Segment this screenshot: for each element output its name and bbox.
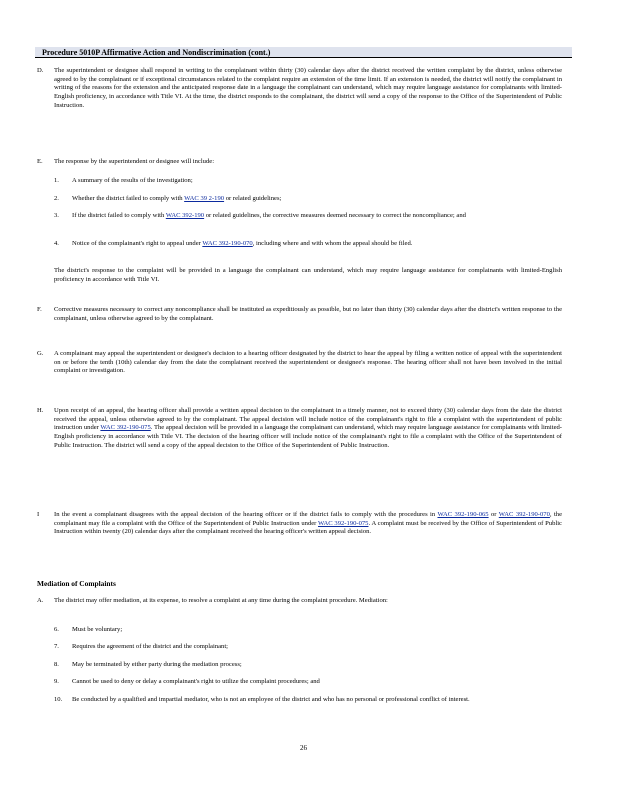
page-number: 26: [300, 744, 307, 752]
section-f-text: Corrective measures necessary to correct any noncompliance shall be instituted as expeditiously as possible, but no later than thirty (30) calendar days after the district's written response to the complainant, unless otherwise agreed to by the complainant.: [54, 306, 562, 322]
list-item: A summary of the results of the investigation;: [72, 177, 193, 184]
wac-link[interactable]: WAC 39 2-190: [184, 195, 225, 202]
item-number: 10.: [54, 696, 63, 703]
item-number: 4.: [54, 240, 59, 247]
section-label-d: D.: [37, 67, 44, 74]
wac-link[interactable]: WAC 392-190-075: [318, 519, 369, 527]
list-item: Notice of the complainant's right to appeal under WAC 392-190-070, including where and with whom the appeal should be filed.: [72, 240, 413, 247]
mediation-label-a: A.: [37, 597, 44, 604]
list-item: Requires the agreement of the district and the complainant;: [72, 643, 228, 650]
section-label-f: F.: [37, 306, 42, 313]
mediation-heading: Mediation of Complaints: [37, 579, 116, 588]
list-item: Be conducted by a qualified and impartial mediator, who is not an employee of the district and who has no personal or professional conflict of interest.: [72, 696, 470, 703]
list-item: If the district failed to comply with WAC 392-190 or related guidelines, the corrective measures deemed necessary to correct the noncompliance; and: [72, 212, 466, 219]
section-label-i: I: [37, 511, 40, 518]
section-label-g: G.: [37, 350, 44, 357]
section-e-intro: The response by the superintendent or designee will include:: [54, 158, 215, 165]
item-number: 9.: [54, 678, 59, 685]
procedure-header: Procedure 5010P Affirmative Action and Nondiscrimination (cont.): [35, 47, 572, 58]
list-item: Whether the district failed to comply with WAC 39 2-190 or related guidelines;: [72, 195, 282, 202]
section-label-e: E.: [37, 158, 43, 165]
wac-link[interactable]: WAC 392-190-075: [100, 424, 151, 432]
section-e-closing: The district's response to the complaint will be provided in a language the complainant can understand, which may require language assistance for complainants with limited-English proficiency in accordance with Title VI.: [54, 267, 562, 283]
section-i-text: In the event a complainant disagrees with the appeal decision of the hearing officer or if the district fails to comply with the procedures in WAC 392-190-065 or WAC 392-190-070, the complainant may file a complaint with the Office of the Superintendent of Public Instruction under WAC 392-190-075. A complaint must be received by the Office of Superintendent of Public Instruction within twenty (20) calendar days after the complainant received the hearing officer's written appeal decision.: [54, 511, 563, 536]
wac-link[interactable]: WAC 392-190-070: [202, 240, 253, 247]
section-h-text: Upon receipt of an appeal, the hearing officer shall provide a written appeal decision to the complainant in a timely manner, not to exceed thirty (30) calendar days from the date the district received the appeal, unless otherwise agreed to by the complainant. The appeal decision will include notice of the complainant's right to file a complaint with the superintendent of public instruction under WAC 392-190-075. The appeal decision will be provided in a language the complainant can understand, which may require language assistance for complainants with limited-English proficiency in accordance with Title VI. The decision of the hearing officer will include notice of the complainant's right to file a complaint with the Office of the Superintendent of Public Instruction. The district will send a copy of the appeal decision to the Office of the Superintendent of Public Instruction.: [54, 407, 562, 449]
section-g-text: A complainant may appeal the superintendent or designee's decision to a hearing officer designated by the district to hear the appeal by filing a written notice of appeal with the superintendent on or before the tenth (10th) calendar day from the date the complainant received the superintendent or designee's response. The hearing officer shall not have been involved in the initial complaint or investigation.: [54, 350, 562, 375]
section-d-text: The superintendent or designee shall respond in writing to the complainant within thirty (30) calendar days after the district received the written complaint by the district, unless otherwise agreed to by the complainant or if exceptional circumstances related to the complaint require an extension of the time limit. If an extension is needed, the district will notify the complainant in writing of the reasons for the extension and the anticipated response date in a language the complainant can understand, which may require language assistance for complainants with limited-English proficiency, in accordance with Title VI. At the time, the district responds to the complainant, the district will send a copy of the response to the Office of the Superintendent of Public Instruction.: [54, 67, 562, 109]
mediation-intro: The district may offer mediation, at its expense, to resolve a complaint at any time during the complaint procedure. Mediation:: [54, 597, 388, 604]
wac-link[interactable]: WAC 392-190-065: [437, 511, 489, 518]
item-number: 3.: [54, 212, 59, 219]
item-number: 6.: [54, 626, 59, 633]
list-item: Must be voluntary;: [72, 626, 123, 633]
list-item: May be terminated by either party during the mediation process;: [72, 661, 242, 668]
wac-link[interactable]: WAC 392-190-070: [498, 511, 550, 518]
item-number: 8.: [54, 661, 59, 668]
list-item: Cannot be used to deny or delay a complainant's right to utilize the complaint procedures; and: [72, 678, 320, 685]
item-number: 1.: [54, 177, 59, 184]
wac-link[interactable]: WAC 392-190: [165, 212, 205, 219]
item-number: 2.: [54, 195, 59, 202]
section-label-h: H.: [37, 407, 44, 414]
item-number: 7.: [54, 643, 59, 650]
